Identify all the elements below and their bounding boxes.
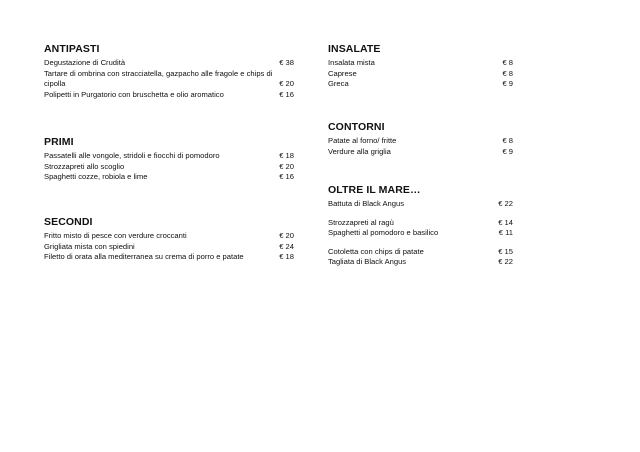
- item-name: Filetto di orata alla mediterranea su crema di porro e patate: [44, 252, 244, 262]
- item-name: Strozzapreti allo scoglio: [44, 161, 125, 171]
- menu-item: [44, 172, 294, 183]
- section-title-antipasti: ANTIPASTI: [44, 43, 100, 55]
- item-name: Grigliata mista con spiedini: [44, 241, 135, 251]
- item-name: Polipetti in Purgatorio con bruschetta e olio aromatico: [44, 89, 224, 99]
- section-title-insalate: INSALATE: [328, 43, 381, 55]
- spacer: [328, 210, 513, 218]
- menu-item: [328, 79, 513, 90]
- item-price: € 9: [502, 79, 513, 89]
- item-name: Insalata mista: [328, 58, 375, 67]
- item-price: € 8: [502, 58, 513, 67]
- menu-item: [328, 228, 513, 239]
- section-contorni: [328, 121, 513, 157]
- item-name: Tagliata di Black Angus: [328, 257, 407, 267]
- item-name: Spaghetti cozze, robiola e lime: [44, 172, 148, 182]
- item-price: € 9: [502, 146, 513, 156]
- item-price: € 14: [498, 217, 513, 227]
- item-name: Fritto misto di pesce con verdure croccanti: [44, 231, 187, 240]
- section-title-secondi: SECONDI: [44, 216, 93, 228]
- item-name: Caprese: [328, 68, 357, 78]
- section-title-primi: PRIMI: [44, 136, 74, 148]
- item-price: € 22: [498, 257, 513, 267]
- menu-item: [44, 242, 294, 253]
- item-name: Battuta di Black Angus: [328, 199, 404, 208]
- item-name: Patate al forno/ fritte: [328, 136, 397, 145]
- menu-item: [328, 69, 513, 80]
- menu-item: [44, 231, 294, 242]
- menu-item: [44, 69, 294, 90]
- item-name: Degustazione di Crudità: [44, 58, 126, 67]
- item-name: Passatelli alle vongole, stridoli e fiocchi di pomodoro: [44, 151, 220, 160]
- item-price: € 20: [279, 79, 294, 89]
- item-price: € 16: [279, 172, 294, 182]
- item-price: € 20: [279, 231, 294, 240]
- item-name: Verdure alla griglia: [328, 146, 391, 156]
- menu-item: [328, 58, 513, 69]
- menu-item: [44, 162, 294, 173]
- menu-item: [44, 58, 294, 69]
- menu-item: [328, 257, 513, 268]
- menu-item: [328, 199, 513, 210]
- item-name: Cotoletta con chips di patate: [328, 246, 424, 256]
- item-price: € 22: [498, 199, 513, 208]
- section-title-oltre-il-mare: OLTRE IL MARE…: [328, 184, 421, 196]
- menu-item: [328, 247, 513, 258]
- item-price: € 8: [502, 136, 513, 145]
- menu-item: [44, 151, 294, 162]
- menu-item: [328, 218, 513, 229]
- item-name: Greca: [328, 79, 349, 89]
- menu-item: [44, 90, 294, 101]
- item-price: € 15: [498, 246, 513, 256]
- section-primi: [44, 136, 294, 183]
- section-antipasti: [44, 43, 294, 100]
- section-oltre-il-mare: [328, 184, 513, 268]
- item-price: € 8: [502, 68, 513, 78]
- menu-item: [328, 136, 513, 147]
- item-name: Strozzapreti al ragù: [328, 217, 394, 227]
- item-price: € 38: [279, 58, 294, 67]
- item-price: € 18: [279, 252, 294, 262]
- item-name: Tartare di ombrina con stracciatella, gazpacho alle fragole e chips di cipolla: [44, 68, 273, 89]
- item-price: € 20: [279, 161, 294, 171]
- item-name: Spaghetti al pomodoro e basilico: [328, 228, 439, 238]
- section-secondi: [44, 216, 294, 263]
- item-price: € 18: [279, 151, 294, 160]
- menu-item: [44, 252, 294, 263]
- spacer: [328, 239, 513, 247]
- menu-item: [328, 147, 513, 158]
- item-price: € 24: [279, 241, 294, 251]
- item-price: € 11: [498, 228, 513, 238]
- item-price: € 16: [279, 89, 294, 99]
- section-insalate: [328, 43, 513, 90]
- section-title-contorni: CONTORNI: [328, 121, 385, 133]
